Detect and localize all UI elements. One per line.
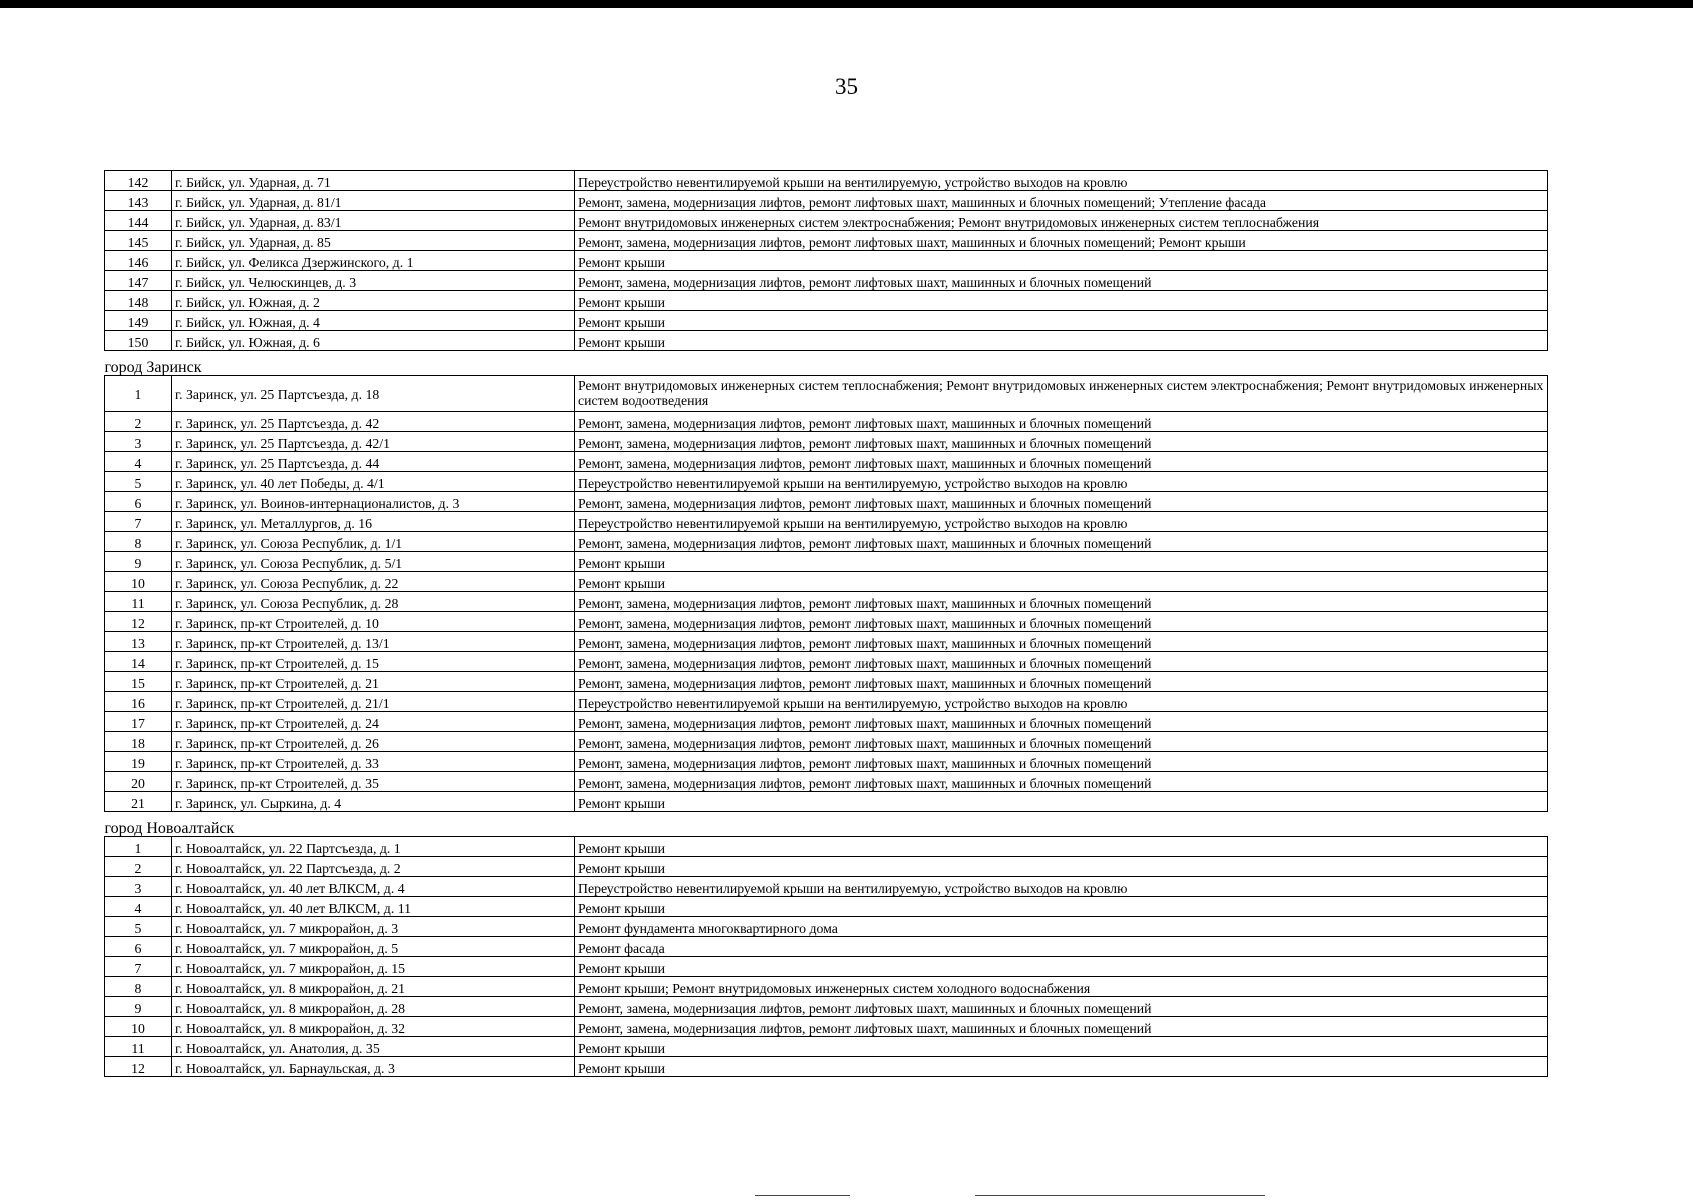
row-work-cell: Ремонт, замена, модернизация лифтов, ремонт лифтовых шахт, машинных и блочных помещений	[575, 492, 1548, 512]
row-address-cell: г. Новоалтайск, ул. 8 микрорайон, д. 32	[172, 1017, 575, 1037]
row-address-cell: г. Новоалтайск, ул. 22 Партсъезда, д. 1	[172, 837, 575, 857]
row-number-cell: 13	[105, 632, 172, 652]
table-row	[105, 592, 1548, 612]
row-work-cell: Ремонт, замена, модернизация лифтов, ремонт лифтовых шахт, машинных и блочных помещений	[575, 432, 1548, 452]
row-work-cell: Ремонт внутридомовых инженерных систем теплоснабжения; Ремонт внутридомовых инженерных систем электроснабжения; Ремонт внутридомовых инженерных систем водоотведения	[575, 376, 1548, 412]
scan-bottom-mark	[975, 1195, 1265, 1196]
register-table	[104, 170, 1548, 1077]
row-work-cell: Ремонт фундамента многоквартирного дома	[575, 917, 1548, 937]
row-work-cell: Ремонт крыши	[575, 1057, 1548, 1077]
table-row	[105, 897, 1548, 917]
row-number-cell: 7	[105, 512, 172, 532]
row-number-cell: 14	[105, 652, 172, 672]
row-work-cell: Ремонт крыши	[575, 291, 1548, 311]
row-number-cell: 17	[105, 712, 172, 732]
row-number-cell: 143	[105, 191, 172, 211]
table-row	[105, 752, 1548, 772]
row-work-cell: Ремонт крыши	[575, 572, 1548, 592]
row-address-cell: г. Заринск, пр-кт Строителей, д. 21	[172, 672, 575, 692]
row-work-cell: Ремонт крыши	[575, 331, 1548, 351]
row-work-cell: Переустройство невентилируемой крыши на вентилируемую, устройство выходов на кровлю	[575, 692, 1548, 712]
row-address-cell: г. Новоалтайск, ул. 8 микрорайон, д. 28	[172, 997, 575, 1017]
section-header-row	[105, 812, 1548, 837]
row-address-cell: г. Заринск, ул. 25 Партсъезда, д. 44	[172, 452, 575, 472]
table-row	[105, 837, 1548, 857]
row-number-cell: 5	[105, 917, 172, 937]
table-row	[105, 632, 1548, 652]
row-work-cell: Ремонт крыши	[575, 552, 1548, 572]
row-work-cell: Ремонт, замена, модернизация лифтов, ремонт лифтовых шахт, машинных и блочных помещений	[575, 632, 1548, 652]
table-row	[105, 552, 1548, 572]
row-number-cell: 146	[105, 251, 172, 271]
table-row	[105, 877, 1548, 897]
section-header-row	[105, 351, 1548, 376]
row-address-cell: г. Заринск, пр-кт Строителей, д. 13/1	[172, 632, 575, 652]
row-work-cell: Ремонт внутридомовых инженерных систем электроснабжения; Ремонт внутридомовых инженерных систем теплоснабжения	[575, 211, 1548, 231]
row-address-cell: г. Заринск, ул. 25 Партсъезда, д. 42	[172, 412, 575, 432]
table-row	[105, 572, 1548, 592]
row-work-cell: Ремонт, замена, модернизация лифтов, ремонт лифтовых шахт, машинных и блочных помещений	[575, 1017, 1548, 1037]
table-row	[105, 251, 1548, 271]
section-header-cell	[105, 812, 1548, 837]
row-work-cell: Ремонт, замена, модернизация лифтов, ремонт лифтовых шахт, машинных и блочных помещений	[575, 412, 1548, 432]
row-address-cell: г. Бийск, ул. Ударная, д. 71	[172, 171, 575, 191]
row-number-cell: 18	[105, 732, 172, 752]
row-number-cell: 10	[105, 1017, 172, 1037]
table-row	[105, 672, 1548, 692]
row-number-cell: 149	[105, 311, 172, 331]
row-number-cell: 3	[105, 432, 172, 452]
table-row	[105, 412, 1548, 432]
table-row	[105, 432, 1548, 452]
row-address-cell: г. Заринск, ул. 25 Партсъезда, д. 42/1	[172, 432, 575, 452]
row-number-cell: 4	[105, 897, 172, 917]
row-number-cell: 12	[105, 1057, 172, 1077]
row-work-cell: Ремонт фасада	[575, 937, 1548, 957]
row-number-cell: 2	[105, 412, 172, 432]
section-title: город Новоалтайск	[104, 820, 235, 837]
row-number-cell: 150	[105, 331, 172, 351]
row-work-cell: Ремонт крыши	[575, 837, 1548, 857]
row-address-cell: г. Бийск, ул. Челюскинцев, д. 3	[172, 271, 575, 291]
table-row	[105, 1017, 1548, 1037]
row-number-cell: 4	[105, 452, 172, 472]
table-row	[105, 291, 1548, 311]
row-address-cell: г. Заринск, пр-кт Строителей, д. 35	[172, 772, 575, 792]
row-number-cell: 19	[105, 752, 172, 772]
row-address-cell: г. Бийск, ул. Южная, д. 4	[172, 311, 575, 331]
row-address-cell: г. Заринск, пр-кт Строителей, д. 26	[172, 732, 575, 752]
row-number-cell: 148	[105, 291, 172, 311]
table-row	[105, 532, 1548, 552]
table-row	[105, 857, 1548, 877]
row-number-cell: 1	[105, 376, 172, 412]
row-address-cell: г. Бийск, ул. Ударная, д. 83/1	[172, 211, 575, 231]
table-row	[105, 917, 1548, 937]
table-row	[105, 957, 1548, 977]
row-address-cell: г. Заринск, ул. Воинов-интернационалистов, д. 3	[172, 492, 575, 512]
row-number-cell: 2	[105, 857, 172, 877]
row-work-cell: Ремонт, замена, модернизация лифтов, ремонт лифтовых шахт, машинных и блочных помещений	[575, 752, 1548, 772]
table-row	[105, 512, 1548, 532]
row-work-cell: Ремонт крыши	[575, 1037, 1548, 1057]
table-row	[105, 376, 1548, 412]
row-address-cell: г. Заринск, пр-кт Строителей, д. 21/1	[172, 692, 575, 712]
row-work-cell: Ремонт, замена, модернизация лифтов, ремонт лифтовых шахт, машинных и блочных помещений	[575, 712, 1548, 732]
row-work-cell: Ремонт, замена, модернизация лифтов, ремонт лифтовых шахт, машинных и блочных помещений	[575, 612, 1548, 632]
row-work-cell: Ремонт, замена, модернизация лифтов, ремонт лифтовых шахт, машинных и блочных помещений	[575, 452, 1548, 472]
scan-bottom-mark	[755, 1195, 850, 1196]
row-number-cell: 142	[105, 171, 172, 191]
row-address-cell: г. Новоалтайск, ул. 7 микрорайон, д. 5	[172, 937, 575, 957]
row-number-cell: 8	[105, 532, 172, 552]
row-work-cell: Ремонт крыши	[575, 792, 1548, 812]
table-row	[105, 1037, 1548, 1057]
row-number-cell: 10	[105, 572, 172, 592]
row-number-cell: 15	[105, 672, 172, 692]
row-address-cell: г. Бийск, ул. Феликса Дзержинского, д. 1	[172, 251, 575, 271]
row-work-cell: Переустройство невентилируемой крыши на вентилируемую, устройство выходов на кровлю	[575, 171, 1548, 191]
table-row	[105, 311, 1548, 331]
row-number-cell: 9	[105, 997, 172, 1017]
row-address-cell: г. Новоалтайск, ул. Анатолия, д. 35	[172, 1037, 575, 1057]
row-number-cell: 12	[105, 612, 172, 632]
row-address-cell: г. Заринск, пр-кт Строителей, д. 10	[172, 612, 575, 632]
row-number-cell: 11	[105, 592, 172, 612]
row-number-cell: 9	[105, 552, 172, 572]
row-address-cell: г. Бийск, ул. Южная, д. 2	[172, 291, 575, 311]
row-address-cell: г. Бийск, ул. Ударная, д. 81/1	[172, 191, 575, 211]
page-number: 35	[835, 74, 858, 99]
row-work-cell: Ремонт, замена, модернизация лифтов, ремонт лифтовых шахт, машинных и блочных помещений	[575, 271, 1548, 291]
row-work-cell: Ремонт, замена, модернизация лифтов, ремонт лифтовых шахт, машинных и блочных помещений	[575, 652, 1548, 672]
row-address-cell: г. Заринск, ул. Сыркина, д. 4	[172, 792, 575, 812]
table-row	[105, 612, 1548, 632]
row-address-cell: г. Новоалтайск, ул. Барнаульская, д. 3	[172, 1057, 575, 1077]
table-row	[105, 732, 1548, 752]
row-address-cell: г. Заринск, пр-кт Строителей, д. 15	[172, 652, 575, 672]
row-number-cell: 21	[105, 792, 172, 812]
table-row	[105, 792, 1548, 812]
row-address-cell: г. Новоалтайск, ул. 8 микрорайон, д. 21	[172, 977, 575, 997]
row-work-cell: Ремонт крыши	[575, 311, 1548, 331]
table-row	[105, 977, 1548, 997]
table-row	[105, 331, 1548, 351]
row-number-cell: 16	[105, 692, 172, 712]
row-number-cell: 7	[105, 957, 172, 977]
table-row	[105, 472, 1548, 492]
row-work-cell: Переустройство невентилируемой крыши на вентилируемую, устройство выходов на кровлю	[575, 877, 1548, 897]
row-work-cell: Ремонт, замена, модернизация лифтов, ремонт лифтовых шахт, машинных и блочных помещений; Утепление фасада	[575, 191, 1548, 211]
row-work-cell: Ремонт, замена, модернизация лифтов, ремонт лифтовых шахт, машинных и блочных помещений	[575, 997, 1548, 1017]
row-number-cell: 6	[105, 937, 172, 957]
row-address-cell: г. Новоалтайск, ул. 40 лет ВЛКСМ, д. 4	[172, 877, 575, 897]
row-work-cell: Ремонт, замена, модернизация лифтов, ремонт лифтовых шахт, машинных и блочных помещений	[575, 532, 1548, 552]
row-address-cell: г. Новоалтайск, ул. 40 лет ВЛКСМ, д. 11	[172, 897, 575, 917]
row-work-cell: Ремонт крыши	[575, 897, 1548, 917]
row-number-cell: 6	[105, 492, 172, 512]
row-work-cell: Ремонт, замена, модернизация лифтов, ремонт лифтовых шахт, машинных и блочных помещений	[575, 592, 1548, 612]
table-row	[105, 712, 1548, 732]
row-work-cell: Ремонт крыши; Ремонт внутридомовых инженерных систем холодного водоснабжения	[575, 977, 1548, 997]
table-row	[105, 652, 1548, 672]
scan-top-border	[0, 0, 1693, 8]
row-work-cell: Ремонт крыши	[575, 957, 1548, 977]
row-work-cell: Ремонт крыши	[575, 857, 1548, 877]
row-work-cell: Ремонт, замена, модернизация лифтов, ремонт лифтовых шахт, машинных и блочных помещений	[575, 732, 1548, 752]
row-work-cell: Переустройство невентилируемой крыши на вентилируемую, устройство выходов на кровлю	[575, 512, 1548, 532]
table-row	[105, 211, 1548, 231]
row-number-cell: 147	[105, 271, 172, 291]
row-number-cell: 1	[105, 837, 172, 857]
row-number-cell: 5	[105, 472, 172, 492]
row-number-cell: 145	[105, 231, 172, 251]
row-address-cell: г. Заринск, ул. Союза Республик, д. 5/1	[172, 552, 575, 572]
row-work-cell: Переустройство невентилируемой крыши на вентилируемую, устройство выходов на кровлю	[575, 472, 1548, 492]
table-row	[105, 772, 1548, 792]
table-row	[105, 997, 1548, 1017]
row-address-cell: г. Заринск, ул. 25 Партсъезда, д. 18	[172, 376, 575, 412]
table-row	[105, 171, 1548, 191]
row-number-cell: 11	[105, 1037, 172, 1057]
row-address-cell: г. Новоалтайск, ул. 22 Партсъезда, д. 2	[172, 857, 575, 877]
register-table-body	[105, 171, 1548, 1077]
table-row	[105, 452, 1548, 472]
table-row	[105, 1057, 1548, 1077]
row-address-cell: г. Бийск, ул. Ударная, д. 85	[172, 231, 575, 251]
row-address-cell: г. Заринск, ул. Союза Республик, д. 1/1	[172, 532, 575, 552]
row-number-cell: 20	[105, 772, 172, 792]
table-row	[105, 271, 1548, 291]
table-row	[105, 231, 1548, 251]
row-address-cell: г. Новоалтайск, ул. 7 микрорайон, д. 15	[172, 957, 575, 977]
section-title: город Заринск	[104, 359, 202, 376]
row-work-cell: Ремонт, замена, модернизация лифтов, ремонт лифтовых шахт, машинных и блочных помещений	[575, 672, 1548, 692]
row-address-cell: г. Заринск, ул. Металлургов, д. 16	[172, 512, 575, 532]
row-address-cell: г. Бийск, ул. Южная, д. 6	[172, 331, 575, 351]
row-address-cell: г. Заринск, пр-кт Строителей, д. 33	[172, 752, 575, 772]
row-address-cell: г. Заринск, ул. Союза Республик, д. 28	[172, 592, 575, 612]
table-row	[105, 692, 1548, 712]
row-address-cell: г. Новоалтайск, ул. 7 микрорайон, д. 3	[172, 917, 575, 937]
row-work-cell: Ремонт крыши	[575, 251, 1548, 271]
table-row	[105, 937, 1548, 957]
row-number-cell: 3	[105, 877, 172, 897]
table-row	[105, 191, 1548, 211]
row-number-cell: 8	[105, 977, 172, 997]
row-number-cell: 144	[105, 211, 172, 231]
table-row	[105, 492, 1548, 512]
row-address-cell: г. Заринск, пр-кт Строителей, д. 24	[172, 712, 575, 732]
section-header-cell	[105, 351, 1548, 376]
row-address-cell: г. Заринск, ул. 40 лет Победы, д. 4/1	[172, 472, 575, 492]
row-work-cell: Ремонт, замена, модернизация лифтов, ремонт лифтовых шахт, машинных и блочных помещений	[575, 772, 1548, 792]
row-address-cell: г. Заринск, ул. Союза Республик, д. 22	[172, 572, 575, 592]
row-work-cell: Ремонт, замена, модернизация лифтов, ремонт лифтовых шахт, машинных и блочных помещений; Ремонт крыши	[575, 231, 1548, 251]
